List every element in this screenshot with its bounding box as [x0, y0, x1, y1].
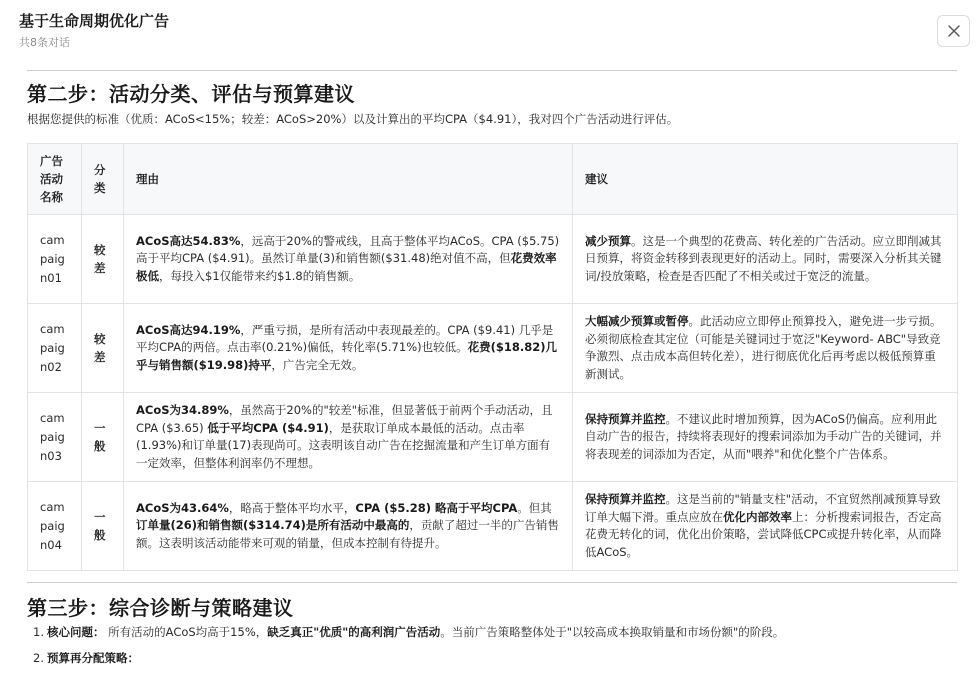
table-row [28, 304, 958, 393]
advice-cell [573, 393, 958, 482]
category-cell: 较差 [82, 215, 124, 304]
campaign-name-cell: campaign03 [28, 393, 82, 482]
text-span: ，虽然高于20%的"较差"标准，但显著低于前两个手动活动，且CPA ($3.65) [136, 403, 553, 435]
bold-text: CPA ($5.28) 略高于平均CPA [355, 500, 518, 515]
bold-text: 优化内部效率 [723, 509, 792, 524]
table-header-row [28, 144, 958, 215]
bold-text: ACoS为43.64% [136, 500, 229, 515]
list-item: 1. 核心问题： 所有活动的ACoS均高于15%，缺乏真正"优质"的高利润广告活动。当前广告策略整体处于"以较高成本换取销量和市场份额"的阶段。 [33, 625, 785, 639]
text-span: ，严重亏损，是所有活动中表现最差的。CPA ($9.41) 几乎是平均CPA的两倍。点击率(0.21%)偏低，转化率(5.71%)也较低。 [136, 322, 554, 355]
category-cell: 一般 [82, 482, 124, 571]
bold-text: ACoS高达94.19% [136, 322, 241, 337]
header-reason: 理由 [124, 144, 573, 215]
text-span: ，略高于整体平均水平， [228, 500, 356, 515]
text-span: 。这是当前的"销量支柱"活动，不宜贸然削减预算导致订单大幅下滑。重点应放在 [585, 492, 941, 524]
category-cell: 一般 [82, 393, 124, 482]
bold-text: ACoS高达54.83% [136, 233, 241, 248]
header-campaign-name: 广告活动名称 [28, 144, 82, 215]
text-span: ，远高于20%的警戒线，且高于整体平均ACoS。CPA ($5.75) 高于平均CPA ($4.91)。虽然订单量(3)和销售额($31.48)绝对值不高，但 [136, 233, 560, 266]
text-span: ，贡献了超过一半的广告销售额。这表明该活动能带来可观的销量，但成本控制有待提升。 [136, 518, 559, 550]
bold-text: ACoS为34.89% [136, 403, 229, 417]
bold-text: 保持预算并监控 [585, 492, 666, 506]
bold-text: 大幅减少预算或暂停 [585, 314, 689, 328]
text-span: 。当前广告策略整体处于"以较高成本换取销量和市场份额"的阶段。 [440, 625, 785, 639]
dialog-header [0, 0, 978, 62]
dialog-title: 基于生命周期优化广告 [19, 12, 170, 30]
text-span: 。这是一个典型的花费高、转化差的广告活动。应立即削减其日预算，将资金转移到表现更好的活动上。同时，需要深入分析其关键词/投放策略，检查是否匹配了不相关或过于宽泛的流量。 [585, 233, 942, 283]
bold-text: 花费($18.82)几乎与销售额($19.98)持平 [136, 340, 557, 372]
header-category: 分类 [82, 144, 124, 215]
list-item: 2. 预算再分配策略： [33, 651, 139, 665]
advice-cell [573, 482, 958, 571]
bold-text: 花费效率极低 [136, 251, 557, 283]
bold-text: 保持预算并监控 [585, 411, 666, 426]
text-span: ，是获取订单成本最低的活动。点击率(1.93%)和订单量(17)表现尚可。这表明该自动广告在挖掘流量和产生订单方面有一定效率，但整体利润率仍不理想。 [136, 420, 551, 470]
bold-text: 预算再分配策略： [47, 651, 139, 665]
step3-heading: 第三步：综合诊断与策略建议 [27, 596, 294, 620]
reason-cell [124, 482, 573, 571]
text-span: ，每投入$1仅能带来约$1.8的销售额。 [159, 268, 361, 283]
divider [27, 582, 957, 583]
campaign-name-cell: campaign02 [28, 304, 82, 393]
text-span: 上：分析搜索词报告，否定高花费无转化的词，优化出价策略，尝试降低CPC或提升转化率，从而降低ACoS。 [585, 509, 942, 559]
bold-text: 低于平均CPA ($4.91) [207, 420, 329, 435]
advice-cell [573, 215, 958, 304]
reason-cell [124, 393, 573, 482]
table-row [28, 215, 958, 304]
message-content [0, 62, 978, 675]
divider [27, 70, 957, 71]
category-cell: 较差 [82, 304, 124, 393]
campaign-name-cell: campaign04 [28, 482, 82, 571]
bold-text: 核心问题： [47, 625, 105, 639]
reason-cell [124, 304, 573, 393]
campaign-name-cell: campaign01 [28, 215, 82, 304]
text-span: 。但其 [517, 500, 552, 515]
header-advice: 建议 [573, 144, 958, 215]
table-row [28, 393, 958, 482]
bold-text: 缺乏真正"优质"的高利润广告活动 [267, 625, 441, 639]
conversation-count: 共8条对话 [19, 36, 70, 49]
step2-intro: 根据您提供的标准（优质：ACoS<15%；较差：ACoS>20%）以及计算出的平均CPA（$4.91），我对四个广告活动进行评估。 [27, 112, 679, 126]
reason-cell [124, 215, 573, 304]
bold-text: 订单量(26)和销售额($314.74)是所有活动中最高的 [136, 518, 410, 533]
text-span: 。不建议此时增加预算，因为ACoS仍偏高。应利用此自动广告的报告，持续将表现好的搜索词添加为手动广告的关键词，并将表现差的词添加为否定，从而"喂养"和优化整个广告体系。 [585, 411, 942, 461]
bold-text: 减少预算 [585, 233, 631, 248]
campaign-evaluation-table [27, 143, 958, 571]
step2-heading: 第二步：活动分类、评估与预算建议 [27, 82, 355, 106]
advice-cell [573, 304, 958, 393]
close-button[interactable] [937, 15, 970, 47]
close-icon [948, 25, 960, 37]
text-span: 。此活动应立即停止预算投入，避免进一步亏损。必须彻底检查其定位（可能是关键词过于宽泛"Keyword- ABC"导致竞争激烈、点击成本高但转化差），进行彻底优化后再考虑以极低预算重新测试。 [585, 314, 942, 381]
table-row [28, 482, 958, 571]
text-span: ，广告完全无效。 [271, 357, 364, 372]
text-span: 所有活动的ACoS均高于15%， [104, 625, 268, 639]
